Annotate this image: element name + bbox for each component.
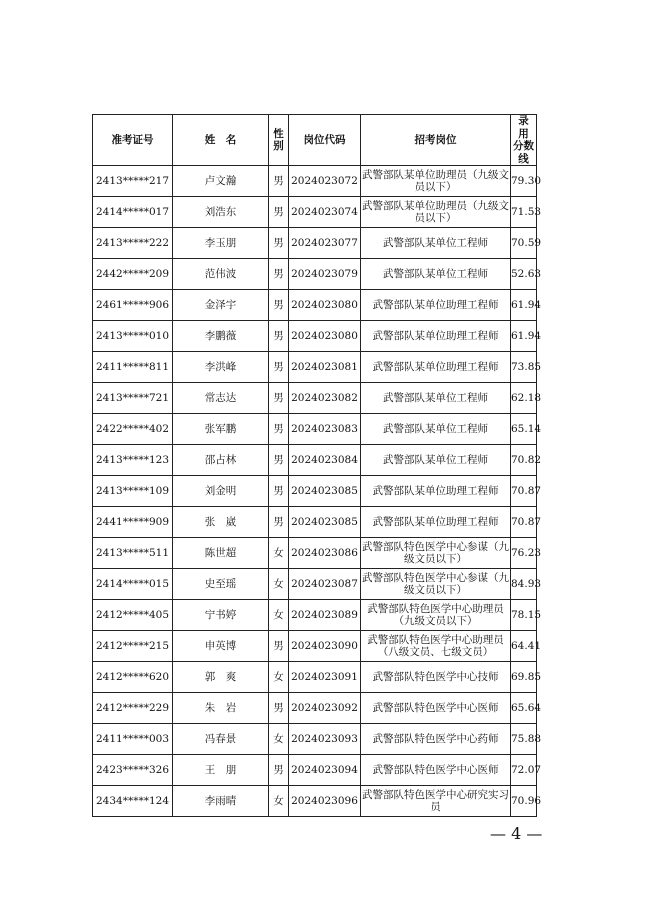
header-exam-id: 准考证号 — [93, 115, 173, 166]
exam-id-cell: 2414*****015 — [93, 569, 173, 600]
name-cell: 陈世超 — [173, 538, 269, 569]
exam-id-cell: 2413*****123 — [93, 445, 173, 476]
gender-cell: 女 — [269, 538, 289, 569]
position-code-cell: 2024023085 — [289, 476, 361, 507]
score-cell: 52.63 — [511, 259, 537, 290]
position-code-cell: 2024023079 — [289, 259, 361, 290]
score-cell: 65.64 — [511, 693, 537, 724]
score-cell: 61.94 — [511, 290, 537, 321]
name-cell: 李鹏薇 — [173, 321, 269, 352]
exam-id-cell: 2412*****229 — [93, 693, 173, 724]
gender-cell: 男 — [269, 507, 289, 538]
gender-cell: 女 — [269, 662, 289, 693]
gender-cell: 男 — [269, 290, 289, 321]
position-code-cell: 2024023080 — [289, 290, 361, 321]
position-cell: 武警部队某单位工程师 — [361, 445, 511, 476]
position-cell: 武警部队某单位工程师 — [361, 414, 511, 445]
name-cell: 冯春景 — [173, 724, 269, 755]
gender-cell: 男 — [269, 414, 289, 445]
header-gender — [269, 115, 289, 166]
name-cell: 史至瑶 — [173, 569, 269, 600]
score-cell: 73.85 — [511, 352, 537, 383]
position-code-cell: 2024023096 — [289, 786, 361, 817]
exam-id-cell: 2434*****124 — [93, 786, 173, 817]
gender-cell: 男 — [269, 383, 289, 414]
position-cell: 武警部队某单位工程师 — [361, 259, 511, 290]
score-cell: 72.07 — [511, 755, 537, 786]
position-cell: 武警部队某单位助理员（九级文员以下） — [361, 197, 511, 228]
header-gender-line2: 别 — [273, 140, 284, 153]
name-cell: 卢文瀚 — [173, 166, 269, 197]
position-code-cell: 2024023081 — [289, 352, 361, 383]
gender-cell: 女 — [269, 786, 289, 817]
exam-id-cell: 2413*****109 — [93, 476, 173, 507]
exam-id-cell: 2413*****217 — [93, 166, 173, 197]
name-cell: 范伟波 — [173, 259, 269, 290]
position-code-cell: 2024023092 — [289, 693, 361, 724]
exam-id-cell: 2412*****405 — [93, 600, 173, 631]
header-score-line1: 录 用 — [518, 115, 540, 140]
position-code-cell: 2024023093 — [289, 724, 361, 755]
name-cell: 郭 爽 — [173, 662, 269, 693]
position-code-cell: 2024023077 — [289, 228, 361, 259]
position-cell: 武警部队特色医学中心助理员（八级文员、七级文员） — [361, 631, 511, 662]
name-cell: 李洪峰 — [173, 352, 269, 383]
score-cell: 75.88 — [511, 724, 537, 755]
position-cell: 武警部队某单位助理工程师 — [361, 321, 511, 352]
score-cell: 70.87 — [511, 476, 537, 507]
table-row — [93, 569, 537, 600]
position-cell: 武警部队特色医学中心参谋（九级文员以下） — [361, 538, 511, 569]
header-position: 招考岗位 — [361, 115, 511, 166]
position-cell: 武警部队特色医学中心研究实习员 — [361, 786, 511, 817]
name-cell: 朱 岩 — [173, 693, 269, 724]
position-cell: 武警部队某单位助理工程师 — [361, 352, 511, 383]
name-cell: 金泽宇 — [173, 290, 269, 321]
position-cell: 武警部队某单位工程师 — [361, 383, 511, 414]
gender-cell: 男 — [269, 166, 289, 197]
table-row — [93, 507, 537, 538]
gender-cell: 男 — [269, 693, 289, 724]
header-score-line2: 分数线 — [513, 140, 534, 165]
position-cell: 武警部队某单位助理员（九级文员以下） — [361, 166, 511, 197]
gender-cell: 男 — [269, 476, 289, 507]
exam-id-cell: 2413*****511 — [93, 538, 173, 569]
table-row — [93, 197, 537, 228]
gender-cell: 男 — [269, 228, 289, 259]
name-cell: 刘浩东 — [173, 197, 269, 228]
name-cell: 申英博 — [173, 631, 269, 662]
position-code-cell: 2024023072 — [289, 166, 361, 197]
score-cell: 70.87 — [511, 507, 537, 538]
gender-cell: 男 — [269, 755, 289, 786]
position-code-cell: 2024023083 — [289, 414, 361, 445]
name-cell: 王 朋 — [173, 755, 269, 786]
table-row — [93, 445, 537, 476]
table-row — [93, 383, 537, 414]
gender-cell: 男 — [269, 197, 289, 228]
name-cell: 李雨晴 — [173, 786, 269, 817]
position-code-cell: 2024023080 — [289, 321, 361, 352]
position-code-cell: 2024023094 — [289, 755, 361, 786]
position-cell: 武警部队特色医学中心参谋（九级文员以下） — [361, 569, 511, 600]
table-row — [93, 228, 537, 259]
position-code-cell: 2024023085 — [289, 507, 361, 538]
exam-id-cell: 2414*****017 — [93, 197, 173, 228]
exam-id-cell: 2422*****402 — [93, 414, 173, 445]
exam-id-cell: 2413*****222 — [93, 228, 173, 259]
table-row — [93, 414, 537, 445]
score-cell: 71.53 — [511, 197, 537, 228]
gender-cell: 男 — [269, 352, 289, 383]
gender-cell: 男 — [269, 631, 289, 662]
header-score — [511, 115, 540, 166]
score-cell: 69.85 — [511, 662, 537, 693]
position-code-cell: 2024023090 — [289, 631, 361, 662]
score-cell: 78.15 — [511, 600, 537, 631]
score-cell: 64.41 — [511, 631, 537, 662]
header-position-code: 岗位代码 — [289, 115, 361, 166]
table-row — [93, 724, 537, 755]
table-row — [93, 321, 537, 352]
score-cell: 76.23 — [511, 538, 537, 569]
position-cell: 武警部队某单位助理工程师 — [361, 290, 511, 321]
page-number: — 4 — — [490, 824, 543, 843]
gender-cell: 男 — [269, 445, 289, 476]
table-row — [93, 755, 537, 786]
table-body — [93, 166, 542, 817]
exam-id-cell: 2461*****906 — [93, 290, 173, 321]
position-code-cell: 2024023074 — [289, 197, 361, 228]
exam-id-cell: 2423*****326 — [93, 755, 173, 786]
position-cell: 武警部队特色医学中心技师 — [361, 662, 511, 693]
position-code-cell: 2024023087 — [289, 569, 361, 600]
table-row — [93, 600, 537, 631]
exam-id-cell: 2413*****721 — [93, 383, 173, 414]
score-cell: 84.93 — [511, 569, 537, 600]
header-gender-line1: 性 — [273, 127, 284, 140]
gender-cell: 女 — [269, 569, 289, 600]
table-row — [93, 476, 537, 507]
gender-cell: 男 — [269, 321, 289, 352]
score-cell: 70.96 — [511, 786, 537, 817]
name-cell: 邵占林 — [173, 445, 269, 476]
name-cell: 张军鹏 — [173, 414, 269, 445]
score-cell: 70.82 — [511, 445, 537, 476]
table-row — [93, 259, 537, 290]
score-cell: 61.94 — [511, 321, 537, 352]
header-name: 姓 名 — [173, 115, 269, 166]
table-row — [93, 786, 537, 817]
position-cell: 武警部队特色医学中心医师 — [361, 693, 511, 724]
exam-id-cell: 2412*****215 — [93, 631, 173, 662]
table-row — [93, 538, 537, 569]
position-cell: 武警部队某单位工程师 — [361, 228, 511, 259]
position-code-cell: 2024023082 — [289, 383, 361, 414]
table-row — [93, 290, 537, 321]
score-cell: 79.30 — [511, 166, 537, 197]
position-cell: 武警部队特色医学中心助理员（九级文员以下） — [361, 600, 511, 631]
exam-id-cell: 2442*****209 — [93, 259, 173, 290]
name-cell: 李玉朋 — [173, 228, 269, 259]
position-code-cell: 2024023086 — [289, 538, 361, 569]
position-cell: 武警部队特色医学中心医师 — [361, 755, 511, 786]
name-cell: 刘金明 — [173, 476, 269, 507]
score-cell: 65.14 — [511, 414, 537, 445]
table-header-row — [93, 115, 537, 166]
position-code-cell: 2024023089 — [289, 600, 361, 631]
score-cell: 62.18 — [511, 383, 537, 414]
table-row — [93, 166, 537, 197]
name-cell: 宁书婷 — [173, 600, 269, 631]
position-cell: 武警部队某单位助理工程师 — [361, 476, 511, 507]
exam-id-cell: 2411*****811 — [93, 352, 173, 383]
gender-cell: 女 — [269, 724, 289, 755]
position-code-cell: 2024023084 — [289, 445, 361, 476]
name-cell: 常志达 — [173, 383, 269, 414]
position-code-cell: 2024023091 — [289, 662, 361, 693]
admission-score-table — [92, 114, 542, 817]
name-cell: 张 崴 — [173, 507, 269, 538]
exam-id-cell: 2412*****620 — [93, 662, 173, 693]
position-cell: 武警部队特色医学中心药师 — [361, 724, 511, 755]
table-row — [93, 631, 537, 662]
gender-cell: 男 — [269, 259, 289, 290]
exam-id-cell: 2411*****003 — [93, 724, 173, 755]
table-row — [93, 693, 537, 724]
gender-cell: 女 — [269, 600, 289, 631]
table-row — [93, 352, 537, 383]
exam-id-cell: 2413*****010 — [93, 321, 173, 352]
table-row — [93, 662, 537, 693]
position-cell: 武警部队某单位助理工程师 — [361, 507, 511, 538]
score-cell: 70.59 — [511, 228, 537, 259]
exam-id-cell: 2441*****909 — [93, 507, 173, 538]
